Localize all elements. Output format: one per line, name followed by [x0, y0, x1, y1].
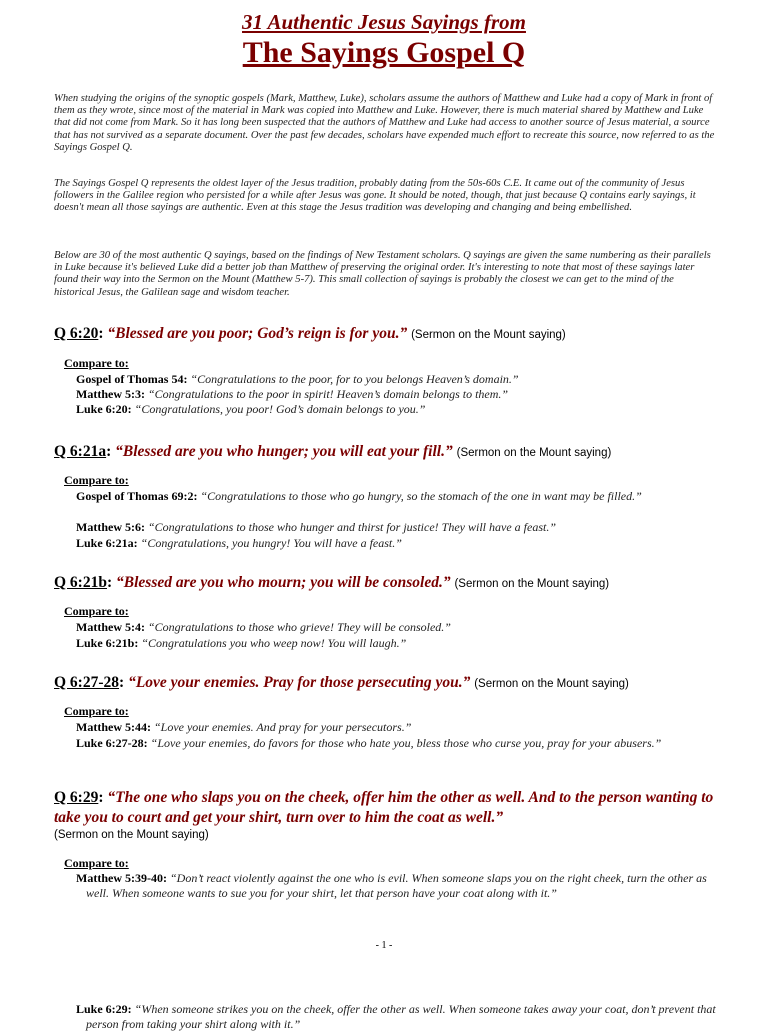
sermon-tag: (Sermon on the Mount saying): [474, 678, 629, 690]
compare-label: Compare to:: [64, 604, 129, 618]
parallel-text: “Congratulations to those who hunger and thirst for justice! They will have a feast.”: [147, 520, 556, 534]
saying-ref: Q 6:29: [54, 789, 99, 806]
parallel-text: “Congratulations, you hungry! You will have a feast.”: [140, 536, 402, 550]
parallel-text: “Congratulations to those who grieve! They will be consoled.”: [147, 620, 451, 634]
parallel-entry: [76, 736, 726, 751]
compare-label: Compare to:: [64, 473, 129, 487]
parallel-source: Matthew 5:44:: [76, 720, 151, 734]
parallel-source: Luke 6:21b:: [76, 636, 139, 650]
compare-label: Compare to:: [64, 704, 129, 718]
parallel-text: “When someone strikes you on the cheek, offer the other as well. When someone takes away your coat, don’t prevent that person from taking your shirt along with it.”: [86, 1002, 716, 1031]
parallel-text: “Love your enemies. And pray for your persecutors.”: [153, 720, 412, 734]
saying-heading: Q 6:21b: “Blessed are you who mourn; you will be consoled.” (Sermon on the Mount saying): [54, 574, 610, 591]
parallel-entry: [76, 489, 726, 504]
sermon-tag: (Sermon on the Mount saying): [456, 447, 612, 459]
parallel-entry: [76, 402, 726, 417]
parallel-text: “Congratulations you who weep now! You will laugh.”: [141, 636, 407, 650]
saying-heading: Q 6:27-28: “Love your enemies. Pray for those persecuting you.” (Sermon on the Mount saying): [54, 674, 629, 691]
intro-paragraph-2: The Sayings Gospel Q represents the oldest layer of the Jesus tradition, probably dating from the 50s-60s C.E. It came out of the community of Jesus followers in the Galilee region who persisted for a while after Jesus was gone. It should be noted, though, that just because Q contains early sayings, it doesn't mean all those sayings are authentic. Even at this stage the Jesus tradition was developing and changing and being embellished.: [54, 178, 696, 214]
parallel-text: “Congratulations to those who go hungry, so the stomach of the one in want may be filled.”: [200, 489, 642, 503]
parallel-entry: [76, 387, 726, 402]
parallel-entry: [76, 372, 726, 387]
parallel-source: Gospel of Thomas 54:: [76, 372, 188, 386]
saying-heading: Q 6:29: “The one who slaps you on the cheek, offer him the other as well. And to the person wanting to take you to court and get your shirt, turn over to him the coat as well.”: [54, 789, 714, 826]
parallel-entry: [76, 1002, 726, 1031]
saying-quote: “Blessed are you who mourn; you will be consoled.”: [116, 574, 451, 591]
parallel-source: Gospel of Thomas 69:2:: [76, 489, 198, 503]
saying-ref: Q 6:27-28: [54, 674, 120, 691]
saying-quote: “Blessed are you who hunger; you will eat your fill.”: [115, 443, 453, 460]
parallel-source: Matthew 5:39-40:: [76, 871, 167, 885]
parallel-source: Luke 6:20:: [76, 402, 132, 416]
document-title: The Sayings Gospel Q: [242, 36, 526, 69]
sermon-tag: (Sermon on the Mount saying): [411, 329, 566, 341]
saying-quote: “The one who slaps you on the cheek, offer him the other as well. And to the person wanting to take you to court and get your shirt, turn over to him the coat as well.”: [54, 789, 714, 826]
intro-paragraph-1: When studying the origins of the synoptic gospels (Mark, Matthew, Luke), scholars assume the authors of Matthew and Luke had a copy of Mark in front of them as they wrote, since most of the material in Mark was copied into Matthew and Luke. However, there is much material shared by Matthew and Luke that did not come from Mark. So it has long been suspected that the authors of Matthew and Luke had access to another source of Jesus material, a source that has not survived as a separate document. Over the past few decades, scholars have expended much effort to recreate this source, now referred to as the Sayings Gospel Q.: [54, 93, 715, 153]
parallel-entry: [76, 871, 726, 900]
parallel-text: “Congratulations, you poor! God’s domain belongs to you.”: [134, 402, 426, 416]
parallel-entry: [76, 520, 726, 535]
sermon-tag: (Sermon on the Mount saying): [54, 829, 209, 841]
saying-heading: Q 6:20: “Blessed are you poor; God’s reign is for you.” (Sermon on the Mount saying): [54, 325, 566, 342]
parallel-source: Luke 6:29:: [76, 1002, 132, 1016]
sermon-tag: (Sermon on the Mount saying): [454, 578, 610, 590]
parallel-text: “Congratulations to the poor, for to you belongs Heaven’s domain.”: [190, 372, 519, 386]
saying-ref: Q 6:21b: [54, 574, 107, 591]
parallel-source: Luke 6:21a:: [76, 536, 138, 550]
parallel-source: Luke 6:27-28:: [76, 736, 148, 750]
intro-paragraph-3: Below are 30 of the most authentic Q sayings, based on the findings of New Testament scholars. Q sayings are given the same numbering as their parallels in Luke because it's believed Luke did a better job than Matthew of preserving the original order. It's interesting to note that most of these sayings later found their way into the Sermon on the Mount (Matthew 5-7). This small collection of sayings is probably the closest we can get to the mind of the historical Jesus, the Galilean sage and wisdom teacher.: [54, 250, 711, 298]
parallel-source: Matthew 5:3:: [76, 387, 145, 401]
parallel-entry: [76, 536, 726, 551]
parallel-text: “Don’t react violently against the one who is evil. When someone slaps you on the right cheek, turn the other as well. When someone wants to sue you for your shirt, let that person have your coat along with it.”: [86, 871, 707, 900]
page-number: - 1 -: [375, 940, 393, 951]
parallel-entry: [76, 720, 726, 735]
parallel-source: Matthew 5:6:: [76, 520, 145, 534]
saying-quote: “Love your enemies. Pray for those persecuting you.”: [128, 674, 471, 691]
compare-label: Compare to:: [64, 856, 129, 870]
saying-heading: Q 6:21a: “Blessed are you who hunger; you will eat your fill.” (Sermon on the Mount saying): [54, 443, 612, 460]
saying-ref: Q 6:21a: [54, 443, 107, 460]
compare-label: Compare to:: [64, 356, 129, 370]
document-subtitle: 31 Authentic Jesus Sayings from: [242, 10, 526, 34]
parallel-text: “Love your enemies, do favors for those who hate you, bless those who curse you, pray for your abusers.”: [150, 736, 662, 750]
parallel-entry: [76, 620, 726, 635]
saying-ref: Q 6:20: [54, 325, 99, 342]
saying-quote: “Blessed are you poor; God’s reign is for you.”: [107, 325, 408, 342]
parallel-entry: [76, 636, 726, 651]
parallel-source: Matthew 5:4:: [76, 620, 145, 634]
parallel-text: “Congratulations to the poor in spirit! Heaven’s domain belongs to them.”: [147, 387, 509, 401]
